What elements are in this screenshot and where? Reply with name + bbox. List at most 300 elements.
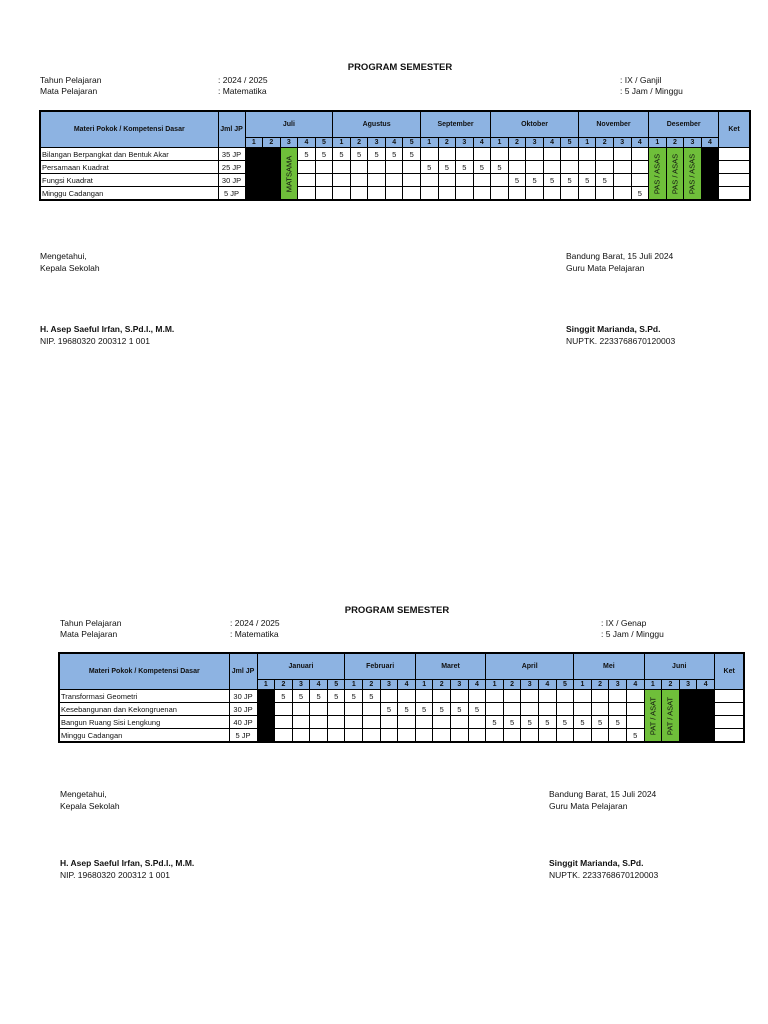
- exam-label: PAS / ASAS: [670, 153, 680, 194]
- week-number: 3: [526, 138, 544, 148]
- jp-value: 35 JP: [218, 148, 245, 161]
- meta-middle: [218, 75, 268, 97]
- materi-name: Fungsi Kuadrat: [40, 174, 218, 187]
- week-number: 3: [684, 138, 702, 148]
- week-cell: [613, 187, 631, 201]
- week-cell: 5: [631, 187, 649, 201]
- week-cell: [420, 148, 438, 161]
- week-cell: [508, 148, 526, 161]
- meta-middle: [230, 618, 280, 640]
- week-number: 3: [380, 680, 398, 690]
- week-cell: [451, 729, 469, 743]
- week-cell: [438, 174, 456, 187]
- week-cell: [468, 729, 486, 743]
- week-cell: [310, 703, 328, 716]
- week-cell: 5: [368, 148, 386, 161]
- week-cell: [561, 187, 579, 201]
- week-number: 4: [631, 138, 649, 148]
- signature-left: [60, 788, 120, 812]
- week-cell: 5: [433, 703, 451, 716]
- week-number: 2: [503, 680, 521, 690]
- week-cell: [591, 690, 609, 703]
- week-cell: [503, 703, 521, 716]
- mapel-value: : Matematika: [218, 86, 267, 96]
- kepsek-nip: NIP. 19680320 200312 1 001: [60, 870, 170, 880]
- week-cell: [526, 148, 544, 161]
- week-cell: [398, 716, 416, 729]
- week-cell: [539, 703, 557, 716]
- ket-cell: [719, 174, 750, 187]
- week-cell: [503, 729, 521, 743]
- week-cell: 5: [275, 690, 293, 703]
- week-number: 3: [292, 680, 310, 690]
- week-cell: [385, 161, 403, 174]
- week-cell: [561, 148, 579, 161]
- ket-cell: [714, 716, 744, 729]
- materi-name: Transformasi Geometri: [59, 690, 229, 703]
- header-jml-jp: Jml JP: [218, 111, 245, 148]
- week-cell: [333, 174, 351, 187]
- week-cell: 5: [556, 716, 574, 729]
- week-cell: [368, 187, 386, 201]
- week-cell: [275, 716, 293, 729]
- signature-left: [40, 250, 100, 274]
- week-cell: [574, 703, 592, 716]
- ket-cell: [719, 148, 750, 161]
- meta-right: [620, 75, 683, 97]
- place-date: Bandung Barat, 15 Juli 2024: [549, 789, 657, 799]
- ket-cell: [719, 161, 750, 174]
- week-cell: [345, 703, 363, 716]
- header-materi: Materi Pokok / Kompetensi Dasar: [59, 653, 229, 690]
- materi-name: Bilangan Berpangkat dan Bentuk Akar: [40, 148, 218, 161]
- week-cell: [380, 716, 398, 729]
- week-cell: [398, 690, 416, 703]
- week-number: 3: [456, 138, 474, 148]
- week-cell: [398, 729, 416, 743]
- week-cell: [631, 161, 649, 174]
- week-cell: [327, 729, 345, 743]
- page-title: PROGRAM SEMESTER: [344, 605, 450, 616]
- week-cell: [380, 690, 398, 703]
- table-row: [40, 187, 750, 201]
- week-cell: [327, 703, 345, 716]
- week-cell: [403, 187, 421, 201]
- week-number: 4: [543, 138, 561, 148]
- week-cell: 5: [398, 703, 416, 716]
- week-number: 4: [697, 680, 715, 690]
- week-cell: 5: [456, 161, 474, 174]
- exam-cell: [644, 690, 662, 743]
- kepsek-nip: NIP. 19680320 200312 1 001: [40, 336, 150, 346]
- week-number: 4: [473, 138, 491, 148]
- table-row: [40, 174, 750, 187]
- week-cell: 5: [596, 174, 614, 187]
- week-number: 1: [245, 138, 263, 148]
- week-cell: [508, 161, 526, 174]
- week-cell: 5: [298, 148, 316, 161]
- guru-name: Singgit Marianda, S.Pd.: [549, 858, 644, 868]
- week-cell: 5: [380, 703, 398, 716]
- week-cell: 5: [543, 174, 561, 187]
- week-cell: [508, 187, 526, 201]
- meta-left: [40, 75, 101, 97]
- schedule-table: [39, 110, 751, 201]
- holiday-cell: [679, 690, 697, 743]
- month-header: Juni: [644, 653, 714, 680]
- week-number: 2: [350, 138, 368, 148]
- month-header: Januari: [257, 653, 345, 680]
- jp-value: 5 JP: [218, 187, 245, 201]
- week-cell: 5: [345, 690, 363, 703]
- ket-cell: [714, 703, 744, 716]
- header-ket: Ket: [714, 653, 744, 690]
- table-row: [40, 148, 750, 161]
- week-cell: 5: [521, 716, 539, 729]
- table-row: [40, 161, 750, 174]
- week-number: 2: [596, 138, 614, 148]
- ket-cell: [714, 690, 744, 703]
- week-cell: [350, 187, 368, 201]
- jam-value: : 5 Jam / Minggu: [601, 629, 664, 639]
- week-cell: [596, 161, 614, 174]
- week-number: 1: [420, 138, 438, 148]
- week-number: 1: [333, 138, 351, 148]
- week-cell: [456, 148, 474, 161]
- week-cell: [438, 148, 456, 161]
- week-number: 1: [345, 680, 363, 690]
- week-cell: [591, 729, 609, 743]
- week-cell: 5: [420, 161, 438, 174]
- week-cell: [473, 174, 491, 187]
- exam-cell: [649, 148, 667, 201]
- ket-cell: [719, 187, 750, 201]
- week-cell: 5: [292, 690, 310, 703]
- month-header: Maret: [415, 653, 485, 680]
- place-date: Bandung Barat, 15 Juli 2024: [566, 251, 674, 261]
- week-cell: [491, 174, 509, 187]
- week-number: 5: [327, 680, 345, 690]
- jp-value: 30 JP: [218, 174, 245, 187]
- week-cell: [626, 703, 644, 716]
- mapel-label: Mata Pelajaran: [60, 629, 118, 639]
- guru-name: Singgit Marianda, S.Pd.: [566, 324, 661, 334]
- week-cell: [626, 690, 644, 703]
- week-cell: [613, 148, 631, 161]
- header-row: [59, 653, 744, 680]
- tahun-value: : 2024 / 2025: [218, 75, 268, 85]
- week-number: 5: [561, 138, 579, 148]
- week-cell: [292, 703, 310, 716]
- week-cell: [609, 729, 627, 743]
- exam-label: PAS / ASAS: [652, 153, 662, 194]
- week-cell: 5: [315, 148, 333, 161]
- week-cell: 5: [473, 161, 491, 174]
- jp-value: 30 JP: [229, 690, 257, 703]
- mapel-value: : Matematika: [230, 629, 279, 639]
- week-cell: [491, 148, 509, 161]
- week-cell: [521, 703, 539, 716]
- jp-value: 25 JP: [218, 161, 245, 174]
- week-cell: [298, 187, 316, 201]
- table-row: [59, 703, 744, 716]
- kepsek-name: H. Asep Saeful Irfan, S.Pd.I., M.M.: [60, 858, 195, 868]
- holiday-cell: [701, 148, 719, 201]
- exam-label: PAS / ASAS: [687, 153, 697, 194]
- week-number: 4: [701, 138, 719, 148]
- week-cell: 5: [491, 161, 509, 174]
- week-cell: [561, 161, 579, 174]
- week-cell: [626, 716, 644, 729]
- kelas-value: : IX / Genap: [601, 618, 647, 628]
- week-cell: [415, 729, 433, 743]
- guru-block: [566, 323, 675, 347]
- page-title: PROGRAM SEMESTER: [347, 62, 453, 73]
- jp-value: 30 JP: [229, 703, 257, 716]
- week-cell: [310, 729, 328, 743]
- week-number: 2: [263, 138, 281, 148]
- ket-cell: [714, 729, 744, 743]
- week-cell: [539, 690, 557, 703]
- jp-value: 40 JP: [229, 716, 257, 729]
- week-cell: [539, 729, 557, 743]
- week-cell: [574, 690, 592, 703]
- week-number: 1: [257, 680, 275, 690]
- week-cell: 5: [468, 703, 486, 716]
- week-cell: [451, 716, 469, 729]
- header-jml-jp: Jml JP: [229, 653, 257, 690]
- week-number: 2: [363, 680, 381, 690]
- holiday-cell: [245, 148, 263, 201]
- week-cell: [415, 716, 433, 729]
- guru-block: [549, 857, 658, 881]
- week-number: 1: [578, 138, 596, 148]
- signature-right: [566, 250, 673, 274]
- week-cell: [468, 690, 486, 703]
- week-cell: [543, 187, 561, 201]
- week-cell: [578, 148, 596, 161]
- week-cell: 5: [385, 148, 403, 161]
- exam-label: MATSAMA: [284, 155, 294, 192]
- week-cell: [315, 174, 333, 187]
- week-number: 3: [521, 680, 539, 690]
- week-number: 3: [368, 138, 386, 148]
- kepsek-block: [60, 857, 194, 881]
- week-number: 5: [315, 138, 333, 148]
- week-cell: 5: [333, 148, 351, 161]
- week-cell: [292, 729, 310, 743]
- week-cell: [385, 187, 403, 201]
- materi-name: Minggu Cadangan: [59, 729, 229, 743]
- week-cell: [578, 187, 596, 201]
- week-cell: [456, 174, 474, 187]
- week-cell: [310, 716, 328, 729]
- week-cell: [438, 187, 456, 201]
- kepsek-name: H. Asep Saeful Irfan, S.Pd.I., M.M.: [40, 324, 175, 334]
- week-cell: [315, 161, 333, 174]
- week-cell: [275, 729, 293, 743]
- tahun-label: Tahun Pelajaran: [60, 618, 122, 628]
- header-ket: Ket: [719, 111, 750, 148]
- week-number: 4: [626, 680, 644, 690]
- week-cell: [363, 703, 381, 716]
- month-header: Juli: [245, 111, 333, 138]
- week-cell: [415, 690, 433, 703]
- header-materi: Materi Pokok / Kompetensi Dasar: [40, 111, 218, 148]
- week-number: 3: [613, 138, 631, 148]
- week-number: 4: [539, 680, 557, 690]
- week-cell: [420, 174, 438, 187]
- week-cell: [526, 187, 544, 201]
- holiday-cell: [263, 148, 281, 201]
- week-cell: [385, 174, 403, 187]
- week-cell: 5: [591, 716, 609, 729]
- week-cell: [333, 161, 351, 174]
- week-cell: 5: [578, 174, 596, 187]
- week-number: 4: [468, 680, 486, 690]
- holiday-cell: [257, 690, 275, 743]
- week-cell: [486, 690, 504, 703]
- week-number: 4: [310, 680, 328, 690]
- kepala-label: Kepala Sekolah: [60, 801, 120, 811]
- week-cell: 5: [310, 690, 328, 703]
- week-cell: [503, 690, 521, 703]
- week-number: 1: [574, 680, 592, 690]
- week-cell: [556, 729, 574, 743]
- holiday-cell: [697, 690, 715, 743]
- week-cell: [350, 174, 368, 187]
- week-cell: [521, 729, 539, 743]
- week-number: 1: [415, 680, 433, 690]
- week-number: 4: [385, 138, 403, 148]
- week-number: 2: [275, 680, 293, 690]
- week-cell: 5: [403, 148, 421, 161]
- week-number: 1: [491, 138, 509, 148]
- week-cell: 5: [415, 703, 433, 716]
- week-cell: [315, 187, 333, 201]
- kelas-value: : IX / Ganjil: [620, 75, 662, 85]
- week-cell: 5: [508, 174, 526, 187]
- week-cell: 5: [451, 703, 469, 716]
- month-header: September: [420, 111, 490, 138]
- week-cell: [292, 716, 310, 729]
- mengetahui-label: Mengetahui,: [40, 251, 87, 261]
- week-cell: [596, 148, 614, 161]
- week-cell: [526, 161, 544, 174]
- week-number: 2: [666, 138, 684, 148]
- week-cell: [596, 187, 614, 201]
- week-cell: [486, 729, 504, 743]
- week-number: 1: [644, 680, 662, 690]
- guru-label: Guru Mata Pelajaran: [549, 801, 628, 811]
- week-cell: [298, 161, 316, 174]
- week-cell: [473, 148, 491, 161]
- exam-cell: [280, 148, 298, 201]
- week-cell: [403, 161, 421, 174]
- week-cell: [403, 174, 421, 187]
- week-cell: [521, 690, 539, 703]
- week-cell: 5: [363, 690, 381, 703]
- week-cell: [556, 703, 574, 716]
- tahun-label: Tahun Pelajaran: [40, 75, 102, 85]
- header-row: [40, 111, 750, 138]
- kepsek-block: [40, 323, 174, 347]
- week-cell: [473, 187, 491, 201]
- week-cell: 5: [327, 690, 345, 703]
- week-cell: [363, 729, 381, 743]
- week-cell: [350, 161, 368, 174]
- week-number: 1: [486, 680, 504, 690]
- week-cell: [574, 729, 592, 743]
- week-cell: [368, 174, 386, 187]
- week-cell: [451, 690, 469, 703]
- week-cell: [380, 729, 398, 743]
- meta-right: [601, 618, 664, 640]
- jam-value: : 5 Jam / Minggu: [620, 86, 683, 96]
- week-cell: [556, 690, 574, 703]
- week-cell: [631, 174, 649, 187]
- week-cell: 5: [574, 716, 592, 729]
- week-cell: 5: [626, 729, 644, 743]
- week-cell: [631, 148, 649, 161]
- exam-label: PAT / ASAT: [665, 696, 675, 735]
- signature-right: [549, 788, 656, 812]
- week-cell: [368, 161, 386, 174]
- table-row: [59, 690, 744, 703]
- jp-value: 5 JP: [229, 729, 257, 743]
- week-cell: [578, 161, 596, 174]
- week-cell: [433, 690, 451, 703]
- materi-name: Minggu Cadangan: [40, 187, 218, 201]
- week-cell: 5: [486, 716, 504, 729]
- week-cell: 5: [609, 716, 627, 729]
- month-header: Oktober: [491, 111, 579, 138]
- week-cell: [543, 161, 561, 174]
- exam-cell: [662, 690, 680, 743]
- kepala-label: Kepala Sekolah: [40, 263, 100, 273]
- week-number: 1: [649, 138, 667, 148]
- week-cell: [333, 187, 351, 201]
- week-cell: 5: [503, 716, 521, 729]
- week-number: 2: [591, 680, 609, 690]
- week-cell: [609, 690, 627, 703]
- month-header: Desember: [649, 111, 719, 138]
- week-cell: [363, 716, 381, 729]
- month-header: Mei: [574, 653, 644, 680]
- exam-label: PAT / ASAT: [648, 696, 658, 735]
- week-cell: [486, 703, 504, 716]
- materi-name: Bangun Ruang Sisi Lengkung: [59, 716, 229, 729]
- week-cell: 5: [438, 161, 456, 174]
- week-cell: 5: [561, 174, 579, 187]
- week-cell: [591, 703, 609, 716]
- week-cell: [298, 174, 316, 187]
- week-number: 3: [451, 680, 469, 690]
- week-cell: 5: [539, 716, 557, 729]
- week-cell: 5: [350, 148, 368, 161]
- mapel-label: Mata Pelajaran: [40, 86, 98, 96]
- week-cell: [609, 703, 627, 716]
- month-header: April: [486, 653, 574, 680]
- week-cell: [468, 716, 486, 729]
- materi-name: Kesebangunan dan Kekongruenan: [59, 703, 229, 716]
- exam-cell: [666, 148, 684, 201]
- month-header: Februari: [345, 653, 415, 680]
- week-number: 4: [398, 680, 416, 690]
- week-cell: [345, 729, 363, 743]
- tahun-value: : 2024 / 2025: [230, 618, 280, 628]
- exam-cell: [684, 148, 702, 201]
